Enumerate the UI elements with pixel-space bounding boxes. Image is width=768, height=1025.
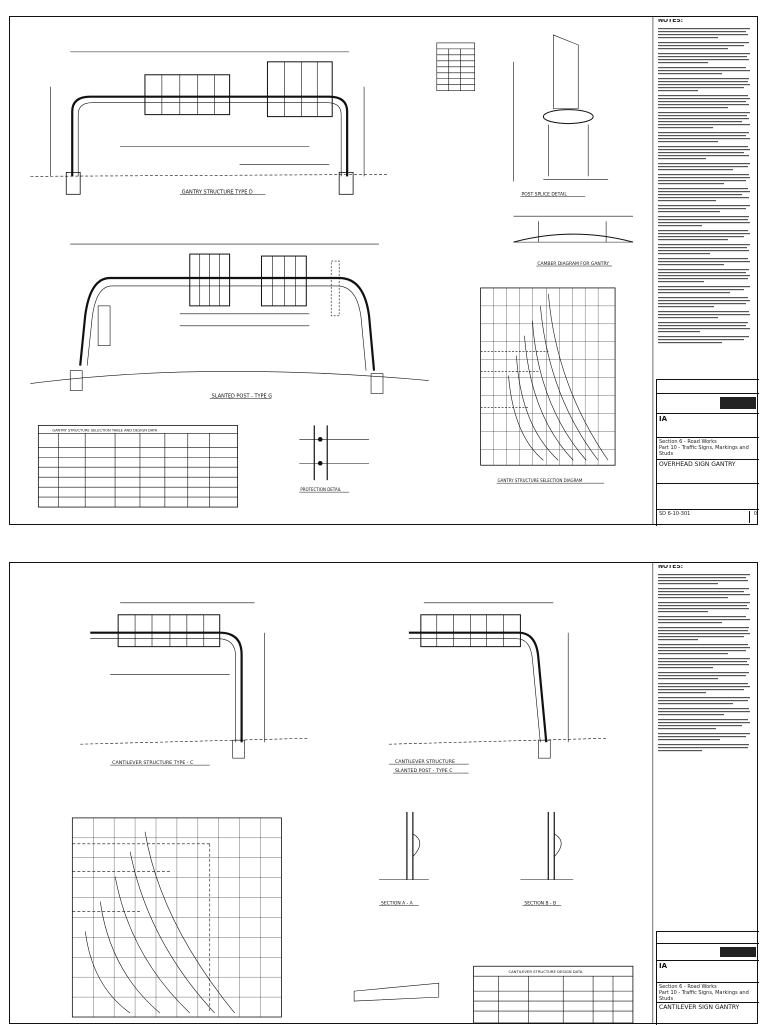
revision-rows-1 <box>657 379 759 393</box>
authority-logo-1 <box>720 397 756 409</box>
view-title-cantilever-slanted-2: SLANTED POST - TYPE C <box>394 769 453 775</box>
drawing-title-2: CANTILEVER SIGN GANTRY <box>659 1004 740 1011</box>
authority-logo-2 <box>720 947 756 957</box>
view-title-slanted-g: SLANTED POST - TYPE G <box>211 393 273 400</box>
view-title-cantilever-slanted-1: CANTILEVER STRUCTURE <box>394 760 455 766</box>
notes-panel-1 <box>658 19 756 379</box>
drawing-sheet-2 <box>9 562 758 1024</box>
view-title-cantilever-c: CANTILEVER STRUCTURE TYPE - C <box>112 761 194 767</box>
drawing-title-1: OVERHEAD SIGN GANTRY <box>659 461 736 468</box>
view-title-post-splice: POST SPLICE DETAIL <box>521 192 567 198</box>
org-box-2 <box>657 960 759 982</box>
view-title-selection-diagram: GANTRY STRUCTURE SELECTION DIAGRAM <box>497 478 583 484</box>
title-block-2 <box>656 931 759 1025</box>
notes-text-block-2 <box>658 572 754 782</box>
section-box-1 <box>657 437 759 459</box>
sheet-1-drawing <box>10 17 757 524</box>
drawing-sheet-1 <box>9 16 758 525</box>
org-name-1: IA <box>659 415 668 423</box>
drawing-number-box-1 <box>657 509 759 524</box>
section-box-2 <box>657 982 759 1002</box>
drawing-title-box-1 <box>657 459 759 483</box>
part-name-1: Part 10 - Traffic Signs, Markings and Studs <box>659 445 749 457</box>
notes-panel-2 <box>658 565 756 785</box>
part-name-2: Part 10 - Traffic Signs, Markings and Studs <box>659 990 749 1002</box>
scale-box-1 <box>657 483 759 509</box>
view-title-protection: PROTECTION DETAIL <box>300 487 342 493</box>
title-block-1 <box>656 379 759 526</box>
org-box-1 <box>657 413 759 437</box>
authority-logo-box-1 <box>657 393 759 413</box>
authority-logo-box-2 <box>657 943 759 960</box>
notes-title-2: NOTES: <box>658 565 684 570</box>
view-title-gantry-d: GANTRY STRUCTURE TYPE D <box>181 189 253 196</box>
org-name-2: IA <box>659 962 668 970</box>
revision-number-1: 0 <box>749 511 757 523</box>
section-name-1: Section 6 - Road Works <box>659 439 717 445</box>
drawing-number-1: SD 6-10-301 <box>659 511 691 517</box>
selection-table-title: GANTRY STRUCTURE SELECTION TABLE AND DESIGN DATA <box>52 428 158 433</box>
view-title-section-b: SECTION B - B <box>524 901 557 907</box>
revision-rows-2 <box>657 931 759 943</box>
view-title-camber: CAMBER DIAGRAM FOR GANTRY <box>537 262 610 268</box>
notes-title-1: NOTES: <box>658 19 684 24</box>
design-table-title: CANTILEVER STRUCTURE DESIGN DATA <box>508 969 583 975</box>
drawing-title-box-2 <box>657 1002 759 1025</box>
notes-text-block-1 <box>658 26 754 366</box>
sheet-2-drawing <box>10 563 757 1023</box>
section-name-2: Section 6 - Road Works <box>659 984 717 990</box>
view-title-section-a: SECTION A - A <box>381 901 413 907</box>
